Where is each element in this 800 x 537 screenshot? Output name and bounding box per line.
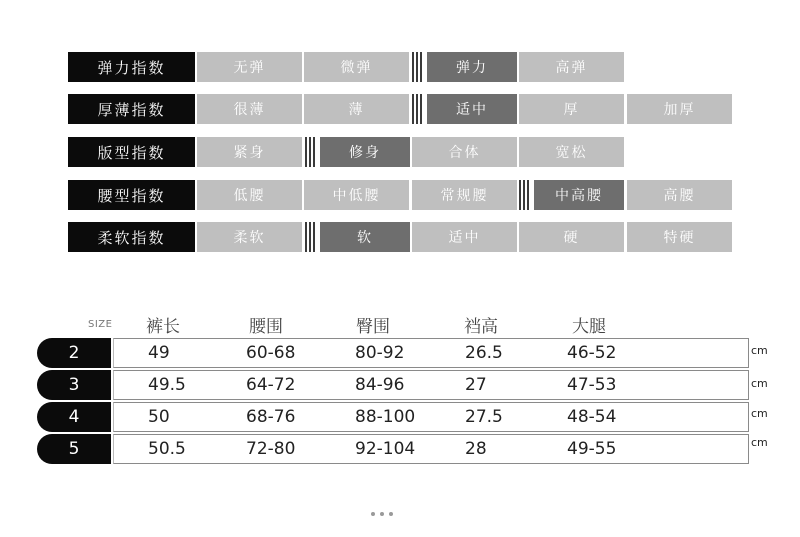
- value-waist: 60-68: [246, 343, 296, 363]
- value-thigh: 47-53: [567, 375, 617, 395]
- index-option: 低腰: [197, 180, 302, 210]
- index-option: 紧身: [197, 137, 302, 167]
- value-thigh: 49-55: [567, 439, 617, 459]
- index-option: 硬: [519, 222, 624, 252]
- size-values-box: [113, 338, 749, 368]
- index-option: 中低腰: [304, 180, 409, 210]
- header-hip: 臀围: [356, 317, 390, 337]
- index-option-selected: 软: [317, 222, 410, 252]
- index-label: 弹力指数: [68, 52, 195, 82]
- header-length: 裤长: [146, 317, 180, 337]
- index-option: 柔软: [197, 222, 302, 252]
- unit-label: cm: [751, 436, 768, 449]
- value-hip: 80-92: [355, 343, 405, 363]
- index-option-selected: 适中: [424, 94, 517, 124]
- index-option: 厚: [519, 94, 624, 124]
- index-option: 常规腰: [412, 180, 517, 210]
- value-hip: 92-104: [355, 439, 416, 459]
- value-waist: 72-80: [246, 439, 296, 459]
- size-badge: 2: [37, 338, 111, 368]
- index-label: 腰型指数: [68, 180, 195, 210]
- header-waist: 腰围: [249, 317, 283, 337]
- index-option: 特硬: [627, 222, 732, 252]
- size-row: [37, 434, 749, 464]
- value-rise: 26.5: [465, 343, 503, 363]
- index-option: 适中: [412, 222, 517, 252]
- value-length: 50: [148, 407, 170, 427]
- pagination-dots: [371, 512, 401, 518]
- value-waist: 68-76: [246, 407, 296, 427]
- unit-label: cm: [751, 377, 768, 390]
- selection-marker: [412, 94, 424, 124]
- index-option: 微弹: [304, 52, 409, 82]
- size-values-box: [113, 434, 749, 464]
- index-option-selected: 中高腰: [531, 180, 624, 210]
- value-length: 49.5: [148, 375, 186, 395]
- index-option-selected: 弹力: [424, 52, 517, 82]
- size-values-box: [113, 370, 749, 400]
- header-rise: 裆高: [464, 317, 498, 337]
- size-row: [37, 370, 749, 400]
- selection-marker: [305, 222, 317, 252]
- selection-marker: [305, 137, 317, 167]
- size-badge: 4: [37, 402, 111, 432]
- selection-marker: [519, 180, 531, 210]
- index-option: 很薄: [197, 94, 302, 124]
- index-option-selected: 修身: [317, 137, 410, 167]
- index-option: 加厚: [627, 94, 732, 124]
- index-label: 版型指数: [68, 137, 195, 167]
- value-length: 49: [148, 343, 170, 363]
- index-option: 薄: [304, 94, 409, 124]
- value-rise: 28: [465, 439, 487, 459]
- page-dot: [389, 512, 393, 516]
- page-dot: [371, 512, 375, 516]
- value-thigh: 48-54: [567, 407, 617, 427]
- size-row: [37, 402, 749, 432]
- size-row: [37, 338, 749, 368]
- index-option: 宽松: [519, 137, 624, 167]
- index-option: 高腰: [627, 180, 732, 210]
- value-rise: 27: [465, 375, 487, 395]
- unit-label: cm: [751, 344, 768, 357]
- page-dot: [380, 512, 384, 516]
- size-column-label: SIZE: [88, 319, 113, 330]
- value-waist: 64-72: [246, 375, 296, 395]
- size-badge: 5: [37, 434, 111, 464]
- unit-label: cm: [751, 407, 768, 420]
- value-thigh: 46-52: [567, 343, 617, 363]
- index-option: 无弹: [197, 52, 302, 82]
- index-option: 高弹: [519, 52, 624, 82]
- value-rise: 27.5: [465, 407, 503, 427]
- value-hip: 88-100: [355, 407, 416, 427]
- index-label: 厚薄指数: [68, 94, 195, 124]
- size-badge: 3: [37, 370, 111, 400]
- index-label: 柔软指数: [68, 222, 195, 252]
- size-values-box: [113, 402, 749, 432]
- value-length: 50.5: [148, 439, 186, 459]
- index-option: 合体: [412, 137, 517, 167]
- selection-marker: [412, 52, 424, 82]
- header-thigh: 大腿: [572, 317, 606, 337]
- value-hip: 84-96: [355, 375, 405, 395]
